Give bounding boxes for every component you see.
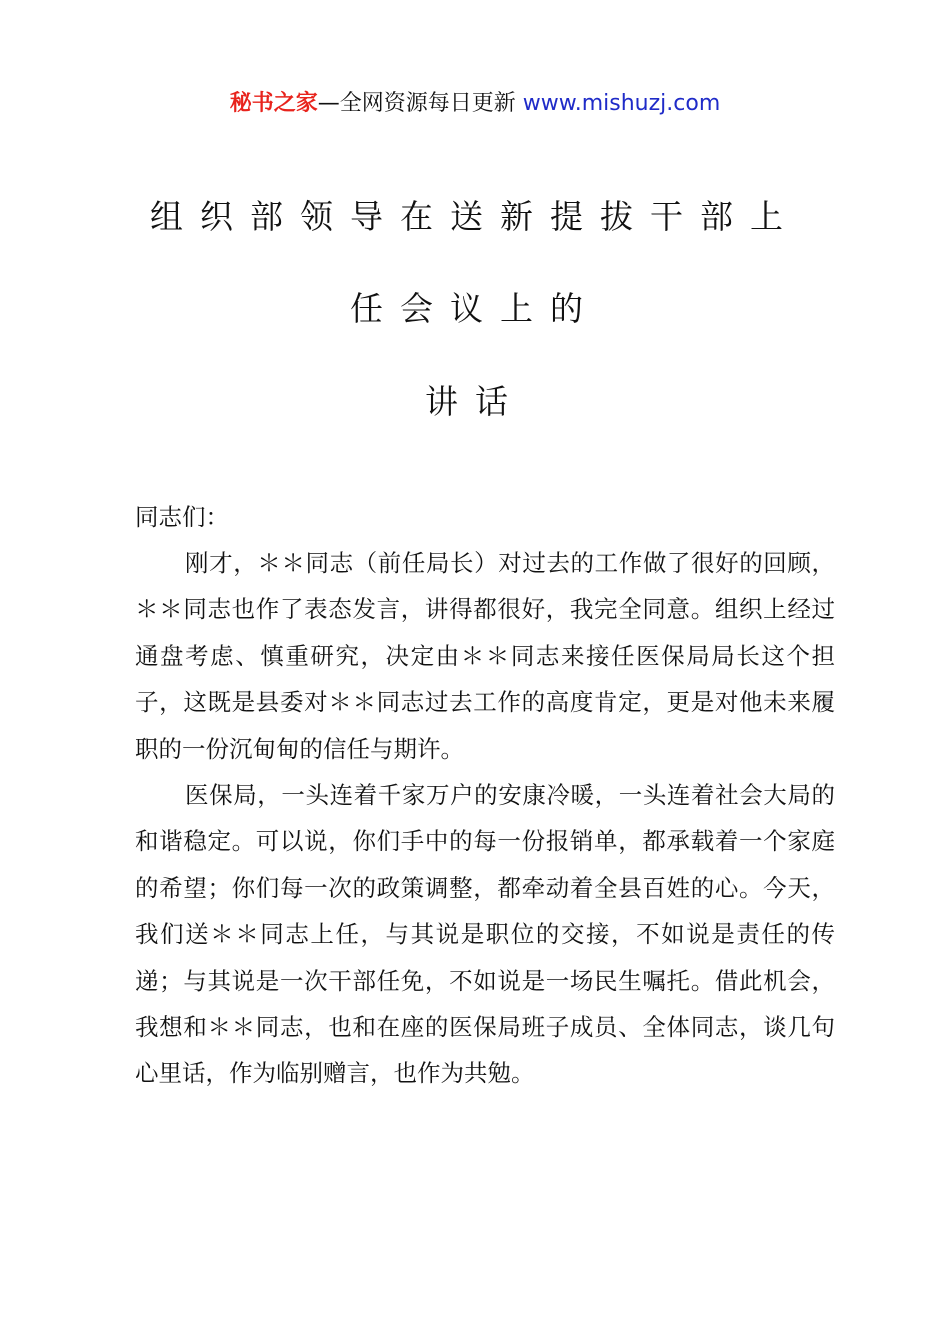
salutation: 同志们： (135, 503, 229, 531)
document-title-line-2: 任会议上的 (350, 289, 600, 328)
header-tagline: —全网资源每日更新 (317, 91, 523, 116)
site-url-link[interactable]: www.mishuzj.com (522, 91, 721, 116)
paragraph-1: 刚才，＊＊同志（前任局长）对过去的工作做了很好的回顾，＊＊同志也作了表态发言，讲得都很好，我完全同意。组织上经过通盘考虑、慎重研究，决定由＊＊同志来接任医保局局长这个担子，这既是县委对＊＊同志过去工作的高度肯定，更是对他未来履职的一份沉甸甸的信任与期许。 (135, 549, 835, 763)
document-title-line-3: 讲话 (425, 382, 525, 421)
document-title-line-1: 组织部领导在送新提拔干部上 (150, 197, 800, 236)
brand-name: 秘书之家 (229, 91, 318, 116)
site-header (0, 88, 950, 120)
paragraph-2: 医保局，一头连着千家万户的安康冷暖，一头连着社会大局的和谐稳定。可以说，你们手中的每一份报销单，都承载着一个家庭的希望；你们每一次的政策调整，都牵动着全县百姓的心。今天，我们送＊＊同志上任，与其说是职位的交接，不如说是责任的传递；与其说是一次干部任免，不如说是一场民生嘱托。借此机会，我想和＊＊同志，也和在座的医保局班子成员、全体同志，谈几句心里话，作为临别赠言，也作为共勉。 (135, 781, 835, 1088)
